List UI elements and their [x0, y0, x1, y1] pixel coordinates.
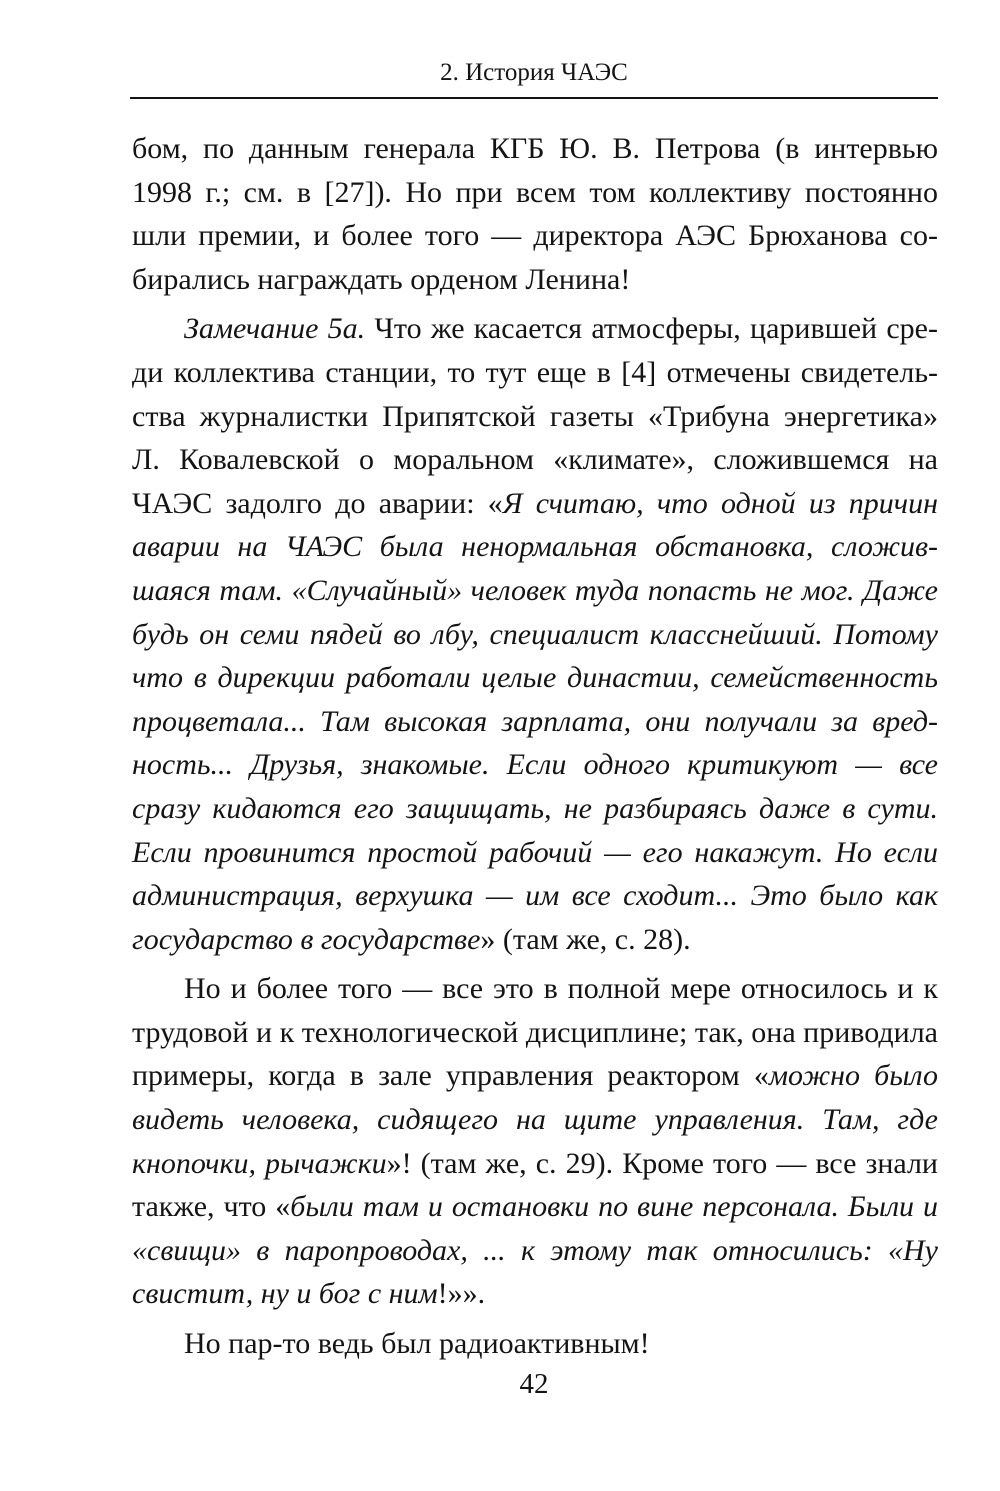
- text-segment: !»».: [437, 1277, 486, 1311]
- paragraph-2: [132, 307, 938, 961]
- quote-segment: можно было видеть человека, сидящего на щите управления. Там, где кнопочки, рычажки: [132, 1059, 938, 1180]
- text-segment: Но и более того — все это в полной мере относилось и к трудовой и к технологической дисциплине; так, она приводила примеры, когда в зале управления реактором «: [132, 972, 938, 1093]
- paragraph-3: [132, 967, 938, 1316]
- paragraph-4: [132, 1322, 938, 1366]
- running-head: 2. История ЧАЭС: [440, 59, 628, 86]
- paragraph-1: [132, 127, 938, 301]
- quote-segment: были там и остановки по вине персонала. Были и «свищи» в паропроводах, ... к этому так относились: «Ну свистит, ну и бог с ним: [132, 1190, 938, 1311]
- text-segment: бом, по данным генерала КГБ Ю. В. Петрова (в интервью 1998 г.; см. в [27]). Но при всем том коллективу постоянно шли премии, и более того — директора АЭС Брюханова собирались награждать орденом Ленина!: [132, 132, 938, 296]
- text-segment: Что же касается атмосферы, царившей среди коллектива станции, то тут еще в [4] отмечены свидетельства журналистки Припятской газеты «Трибуна энергетика» Л. Ковалевской о моральном «климате», сложившемся на ЧАЭС задолго до аварии: «: [132, 312, 938, 520]
- page-number: 42: [519, 1368, 549, 1400]
- text-segment: »! (там же, с. 29). Кроме того — все знали также, что «: [132, 1146, 938, 1224]
- header-rule: [130, 97, 938, 99]
- quote-segment: Я считаю, что одной из причин аварии на ЧАЭС была ненормальная обстановка, сложившаяся там. «Случайный» человек туда попасть не мог. Даже будь он семи пядей во лбу, специалист класснейший. Потому что в дирекции работали целые династии, семейственность процветала... Там высокая зарплата, они получали за вредность... Друзья, знакомые. Если одного критикуют — все сразу кидаются его защищать, не разбираясь даже в сути. Если провинится простой рабочий — его накажут. Но если администрация, верхушка — им все сходит... Это было как государство в государстве: [132, 486, 939, 956]
- page-body: [132, 127, 938, 1366]
- remark-label: Замечание 5а.: [184, 312, 366, 346]
- text-segment: Но пар-то ведь был радиоактивным!: [184, 1327, 650, 1361]
- text-segment: » (там же, с. 28).: [480, 922, 691, 956]
